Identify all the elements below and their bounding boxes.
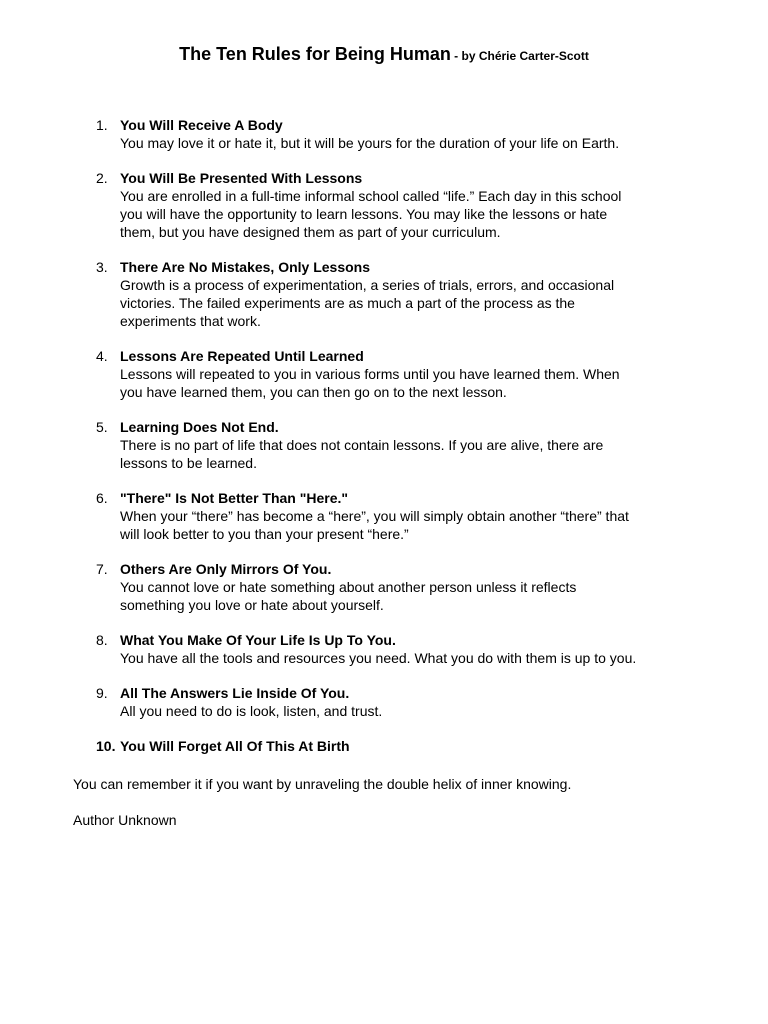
rule-item [0,418,768,472]
rule-text-line: you will have the opportunity to learn lessons. You may like the lessons or hate [120,206,608,222]
rule-body [120,418,740,472]
rule-text-line: experiments that work. [120,313,261,329]
rule-text-line: something you love or hate about yourself. [120,597,384,613]
rule-heading: You Will Be Presented With Lessons [120,170,363,186]
rule-item [0,347,768,401]
rule-body [120,684,740,720]
document-title [0,44,768,65]
rule-heading: There Are No Mistakes, Only Lessons [120,259,371,275]
rule-number: 6. [96,490,108,506]
rule-number: 5. [96,419,108,435]
closing-text: You can remember it if you want by unraveling the double helix of inner knowing. [73,776,572,792]
rule-text-line: When your “there” has become a “here”, you will simply obtain another “there” that [120,508,629,524]
rule-heading: Learning Does Not End. [120,419,279,435]
rule-text-line: Growth is a process of experimentation, a series of trials, errors, and occasional [120,277,615,293]
rule-item [0,684,768,720]
rule-item [0,258,768,330]
rules-list [0,116,768,772]
rule-text-line: You cannot love or hate something about another person unless it reflects [120,579,577,595]
rule-body [120,631,740,667]
rule-body [120,258,740,330]
rule-item [0,116,768,152]
rule-body [120,560,740,614]
rule-item [0,631,768,667]
rule-heading: What You Make Of Your Life Is Up To You. [120,632,396,648]
rule-body [120,737,740,755]
rule-heading: You Will Forget All Of This At Birth [120,738,350,754]
rule-item [0,489,768,543]
rule-number: 2. [96,170,108,186]
rule-text-line: lessons to be learned. [120,455,257,471]
rule-text-line: them, but you have designed them as part of your curriculum. [120,224,501,240]
rule-text-line: There is no part of life that does not contain lessons. If you are alive, there are [120,437,604,453]
rule-body [120,347,740,401]
title-main: The Ten Rules for Being Human [179,44,451,64]
rule-number: 3. [96,259,108,275]
rule-item [0,169,768,241]
rule-number: 10. [96,738,116,754]
rule-number: 4. [96,348,108,364]
rule-text-line: will look better to you than your present “here.” [120,526,409,542]
rule-item [0,737,768,755]
rule-text-line: You may love it or hate it, but it will be yours for the duration of your life on Earth. [120,135,620,151]
rule-heading: Lessons Are Repeated Until Learned [120,348,364,364]
rule-number: 1. [96,117,108,133]
rule-number: 9. [96,685,108,701]
rule-text-line: victories. The failed experiments are as much a part of the process as the [120,295,575,311]
rule-body [120,169,740,241]
rule-number: 8. [96,632,108,648]
rule-heading: All The Answers Lie Inside Of You. [120,685,350,701]
rule-item [0,560,768,614]
rule-text-line: you have learned them, you can then go on to the next lesson. [120,384,507,400]
rule-body [120,489,740,543]
rule-text-line: You have all the tools and resources you need. What you do with them is up to you. [120,650,637,666]
rule-heading: "There" Is Not Better Than "Here." [120,490,349,506]
rule-number: 7. [96,561,108,577]
rule-heading: Others Are Only Mirrors Of You. [120,561,332,577]
rule-text-line: All you need to do is look, listen, and trust. [120,703,383,719]
title-byline: - by Chérie Carter-Scott [450,49,589,63]
author-line: Author Unknown [73,812,177,828]
rule-text-line: You are enrolled in a full-time informal school called “life.” Each day in this school [120,188,622,204]
rule-body [120,116,740,152]
rule-heading: You Will Receive A Body [120,117,283,133]
rule-text-line: Lessons will repeated to you in various forms until you have learned them. When [120,366,620,382]
